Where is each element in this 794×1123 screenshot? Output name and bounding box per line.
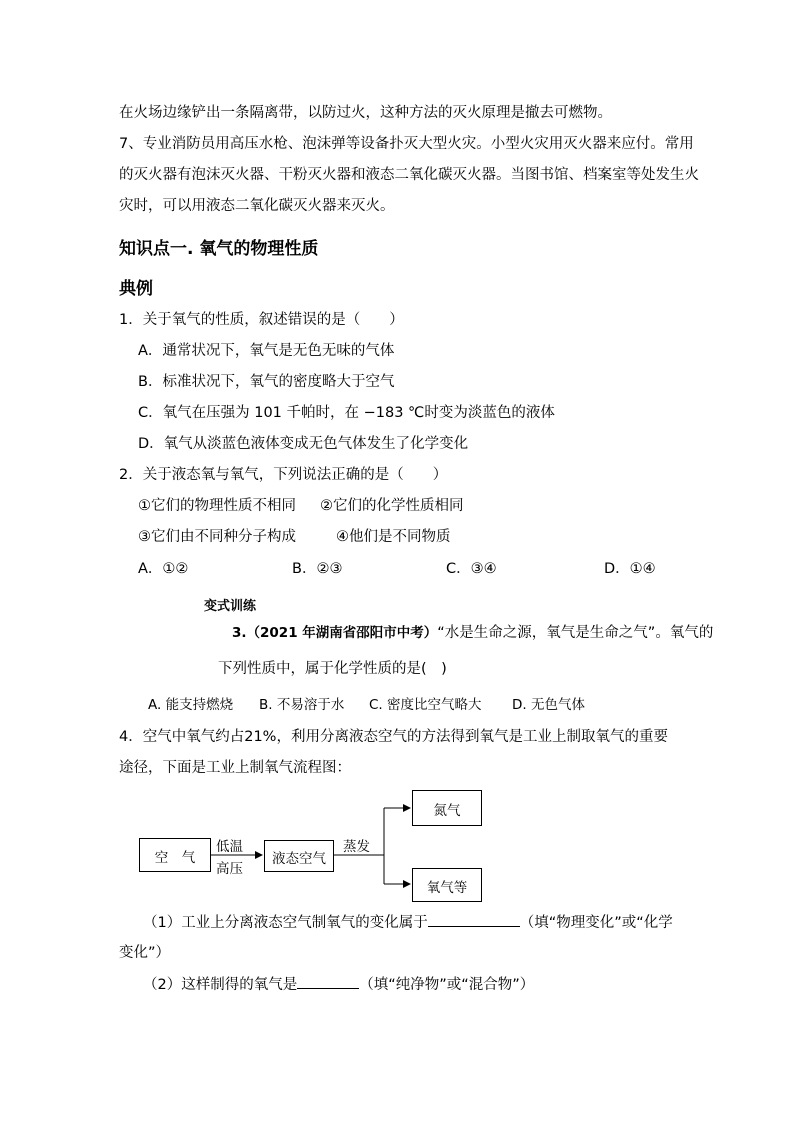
q3-option-c: C. 密度比空气略大: [369, 697, 482, 713]
q4-sub2-a: （2）这样制得的氧气是: [143, 977, 298, 993]
q4-line-2: 途径，下面是工业上制氧气流程图：: [119, 760, 351, 776]
q4-line-1: 4．空气中氧气约占21%，利用分离液态空气的方法得到氧气是工业上制取氧气的重要: [119, 729, 668, 745]
q1-option-d: D．氧气从淡蓝色液体变成无色气体发生了化学变化: [138, 436, 469, 452]
q3-stem-a: “水是生命之源，氧气是生命之气”。氧气的: [437, 625, 714, 641]
q2-statement-3: ③它们由不同种分子构成: [138, 529, 296, 545]
variant-title: 变式训练: [204, 599, 257, 614]
q1-option-a: A．通常状况下，氧气是无色无味的气体: [138, 343, 395, 359]
q1-option-b: B．标准状况下，氧气的密度略大于空气: [138, 374, 395, 390]
box-air-label: 空 气: [154, 850, 196, 866]
intro-line-2: 7、专业消防员用高压水枪、泡沫弹等设备扑灭大型火灾。小型火灾用灭火器来应付。常用: [119, 136, 694, 152]
q4-sub1-line: [143, 912, 673, 933]
q4-sub1-blank[interactable]: [428, 912, 520, 927]
q2-option-d: D．①④: [604, 561, 656, 577]
box-nitrogen-label: 氮气: [433, 803, 461, 819]
q3-source: 3.（2021 年湖南省邵阳市中考）: [232, 625, 438, 641]
q2-statement-4: ④他们是不同物质: [336, 529, 451, 545]
condition-high-pressure: 高压: [216, 861, 243, 877]
q3-option-d: D. 无色气体: [512, 697, 585, 713]
q3-stem-b: 下列性质中，属于化学性质的是( ): [218, 661, 447, 677]
q1-stem: 1．关于氧气的性质，叙述错误的是（ ）: [119, 312, 404, 328]
box-oxygen-label: 氧气等: [426, 880, 468, 896]
intro-line-3: 的灭火器有泡沫灭火器、干粉灭火器和液态二氧化碳灭火器。当图书馆、档案室等处发生火: [119, 167, 699, 183]
box-nitrogen: [412, 790, 482, 826]
q4-sub2-line: [143, 974, 534, 995]
q4-sub2-b: （填“纯净物”或“混合物”）: [359, 977, 535, 993]
box-liquid-air-label: 液态空气: [272, 851, 326, 867]
q4-sub1-a: （1）工业上分离液态空气制氧气的变化属于: [143, 915, 428, 931]
q3-option-b: B. 不易溶于水: [259, 697, 345, 713]
section-title: 知识点一. 氧气的物理性质: [119, 239, 319, 259]
q2-option-c: C．③④: [446, 561, 497, 577]
condition-low-temp: 低温: [216, 839, 243, 855]
box-liquid-air: [264, 840, 334, 872]
intro-line-4: 灾时，可以用液态二氧化碳灭火器来灭火。: [119, 198, 395, 214]
q4-sub1-b: （填“物理变化”或“化学: [519, 915, 673, 931]
q3-option-a: A. 能支持燃烧: [148, 697, 234, 713]
example-title: 典例: [119, 279, 153, 299]
q2-statement-1: ①它们的物理性质不相同: [138, 498, 296, 514]
label-evaporate: 蒸发: [343, 839, 370, 855]
intro-line-1: 在火场边缘铲出一条隔离带，以防过火，这种方法的灭火原理是撤去可燃物。: [119, 105, 612, 121]
q2-stem: 2．关于液态氧与氧气，下列说法正确的是（ ）: [119, 467, 448, 483]
q2-option-a: A．①②: [138, 561, 189, 577]
q2-statement-2: ②它们的化学性质相同: [320, 498, 464, 514]
q1-option-c: C．氧气在压强为 101 千帕时，在 −183 ℃时变为淡蓝色的液体: [138, 405, 555, 421]
q4-sub2-blank[interactable]: [297, 974, 359, 989]
box-air: [139, 838, 211, 872]
q4-sub1-c: 变化”）: [119, 945, 171, 961]
q2-option-b: B．②③: [292, 561, 343, 577]
box-oxygen: [412, 868, 482, 902]
